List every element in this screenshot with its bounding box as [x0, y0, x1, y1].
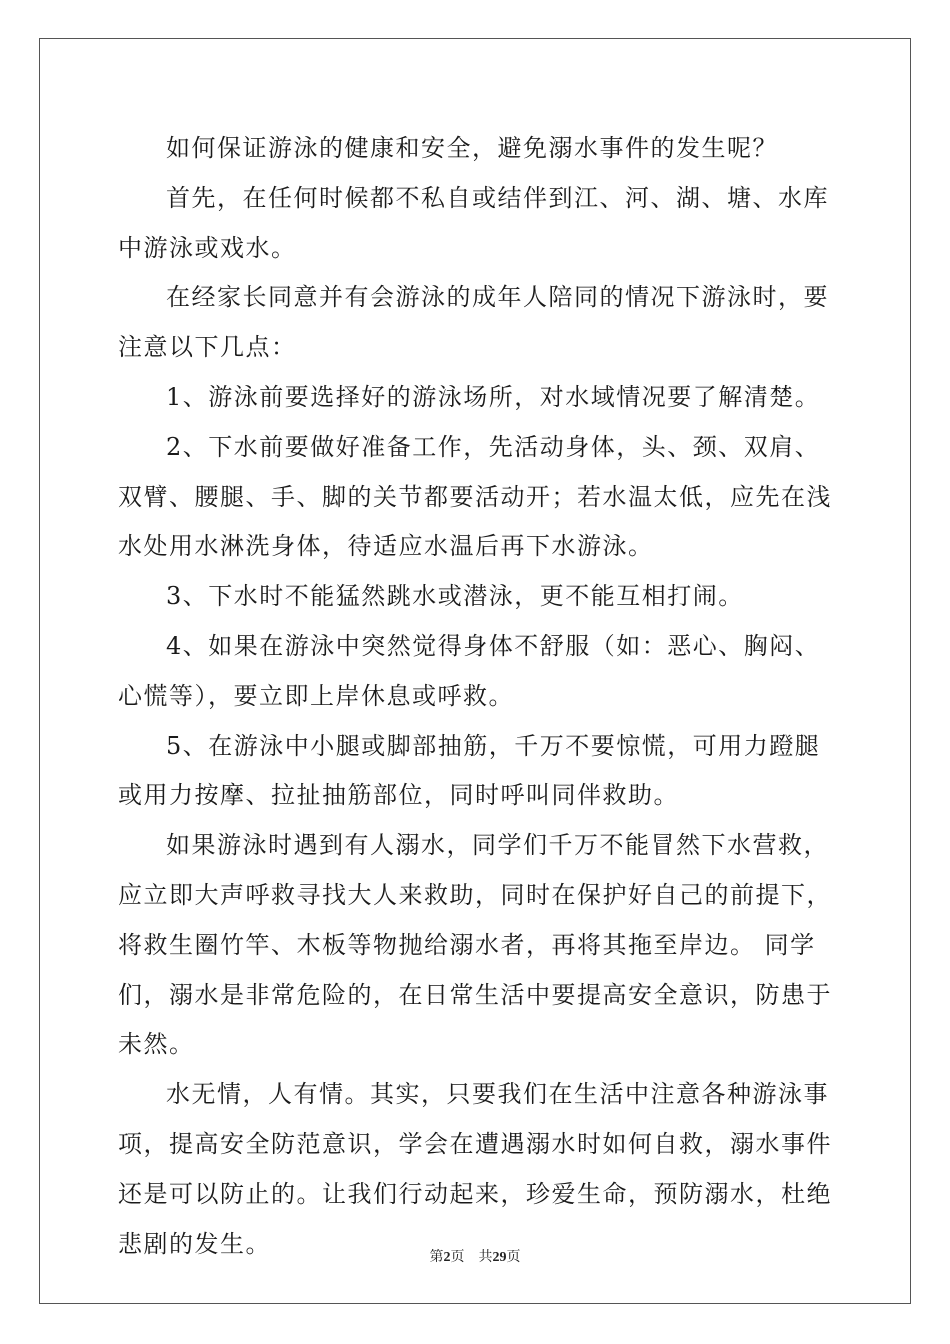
paragraph-intro-question: 如何保证游泳的健康和安全，避免溺水事件的发生呢？	[166, 134, 778, 162]
paragraph-item-4: 4、如果在游泳中突然觉得身体不舒服（如：恶心、胸闷、心慌等），要立即上岸休息或呼救。	[118, 631, 821, 710]
document-body	[118, 124, 838, 1269]
paragraph-item-2: 2、下水前要做好准备工作，先活动身体，头、颈、双肩、双臂、腰腿、手、脚的关节都要活动开；若水温太低，应先在浅水处用水淋洗身体，待适应水温后再下水游泳。	[118, 432, 832, 561]
paragraph-conclusion: 水无情，人有情。其实，只要我们在生活中注意各种游泳事项，提高安全防范意识，学会在遭遇溺水时如何自救，溺水事件还是可以防止的。让我们行动起来，珍爱生命，预防溺水，杜绝悲剧的发生。	[118, 1080, 832, 1258]
paragraph-rescue: 如果游泳时遇到有人溺水，同学们千万不能冒然下水营救，应立即大声呼救寻找大人来救助，同时在保护好自己的前提下，将救生圈竹竿、木板等物抛给溺水者，再将其拖至岸边。 同学们，溺水是非常危险的，在日常生活中要提高安全意识，防患于未然。	[118, 831, 832, 1059]
page-footer	[0, 1246, 950, 1266]
page-number: 2	[443, 1250, 451, 1265]
total-prefix: 共	[478, 1250, 493, 1265]
paragraph-item-1: 1、游泳前要选择好的游泳场所，对水域情况要了解清楚。	[166, 382, 821, 411]
paragraph-precautions-intro: 在经家长同意并有会游泳的成年人陪同的情况下游泳时，要注意以下几点：	[118, 283, 829, 362]
paragraph-item-5: 5、在游泳中小腿或脚部抽筋，千万不要惊慌，可用力蹬腿或用力按摩、拉扯抽筋部位，同时呼叫同伴救助。	[118, 731, 821, 810]
total-pages: 29	[492, 1250, 507, 1265]
paragraph-item-3: 3、下水时不能猛然跳水或潜泳，更不能互相打闹。	[166, 582, 744, 611]
page-suffix: 页	[450, 1250, 465, 1265]
total-suffix: 页	[506, 1250, 521, 1265]
page-prefix: 第	[429, 1250, 444, 1265]
paragraph-first: 首先，在任何时候都不私自或结伴到江、河、湖、塘、水库中游泳或戏水。	[118, 183, 829, 262]
